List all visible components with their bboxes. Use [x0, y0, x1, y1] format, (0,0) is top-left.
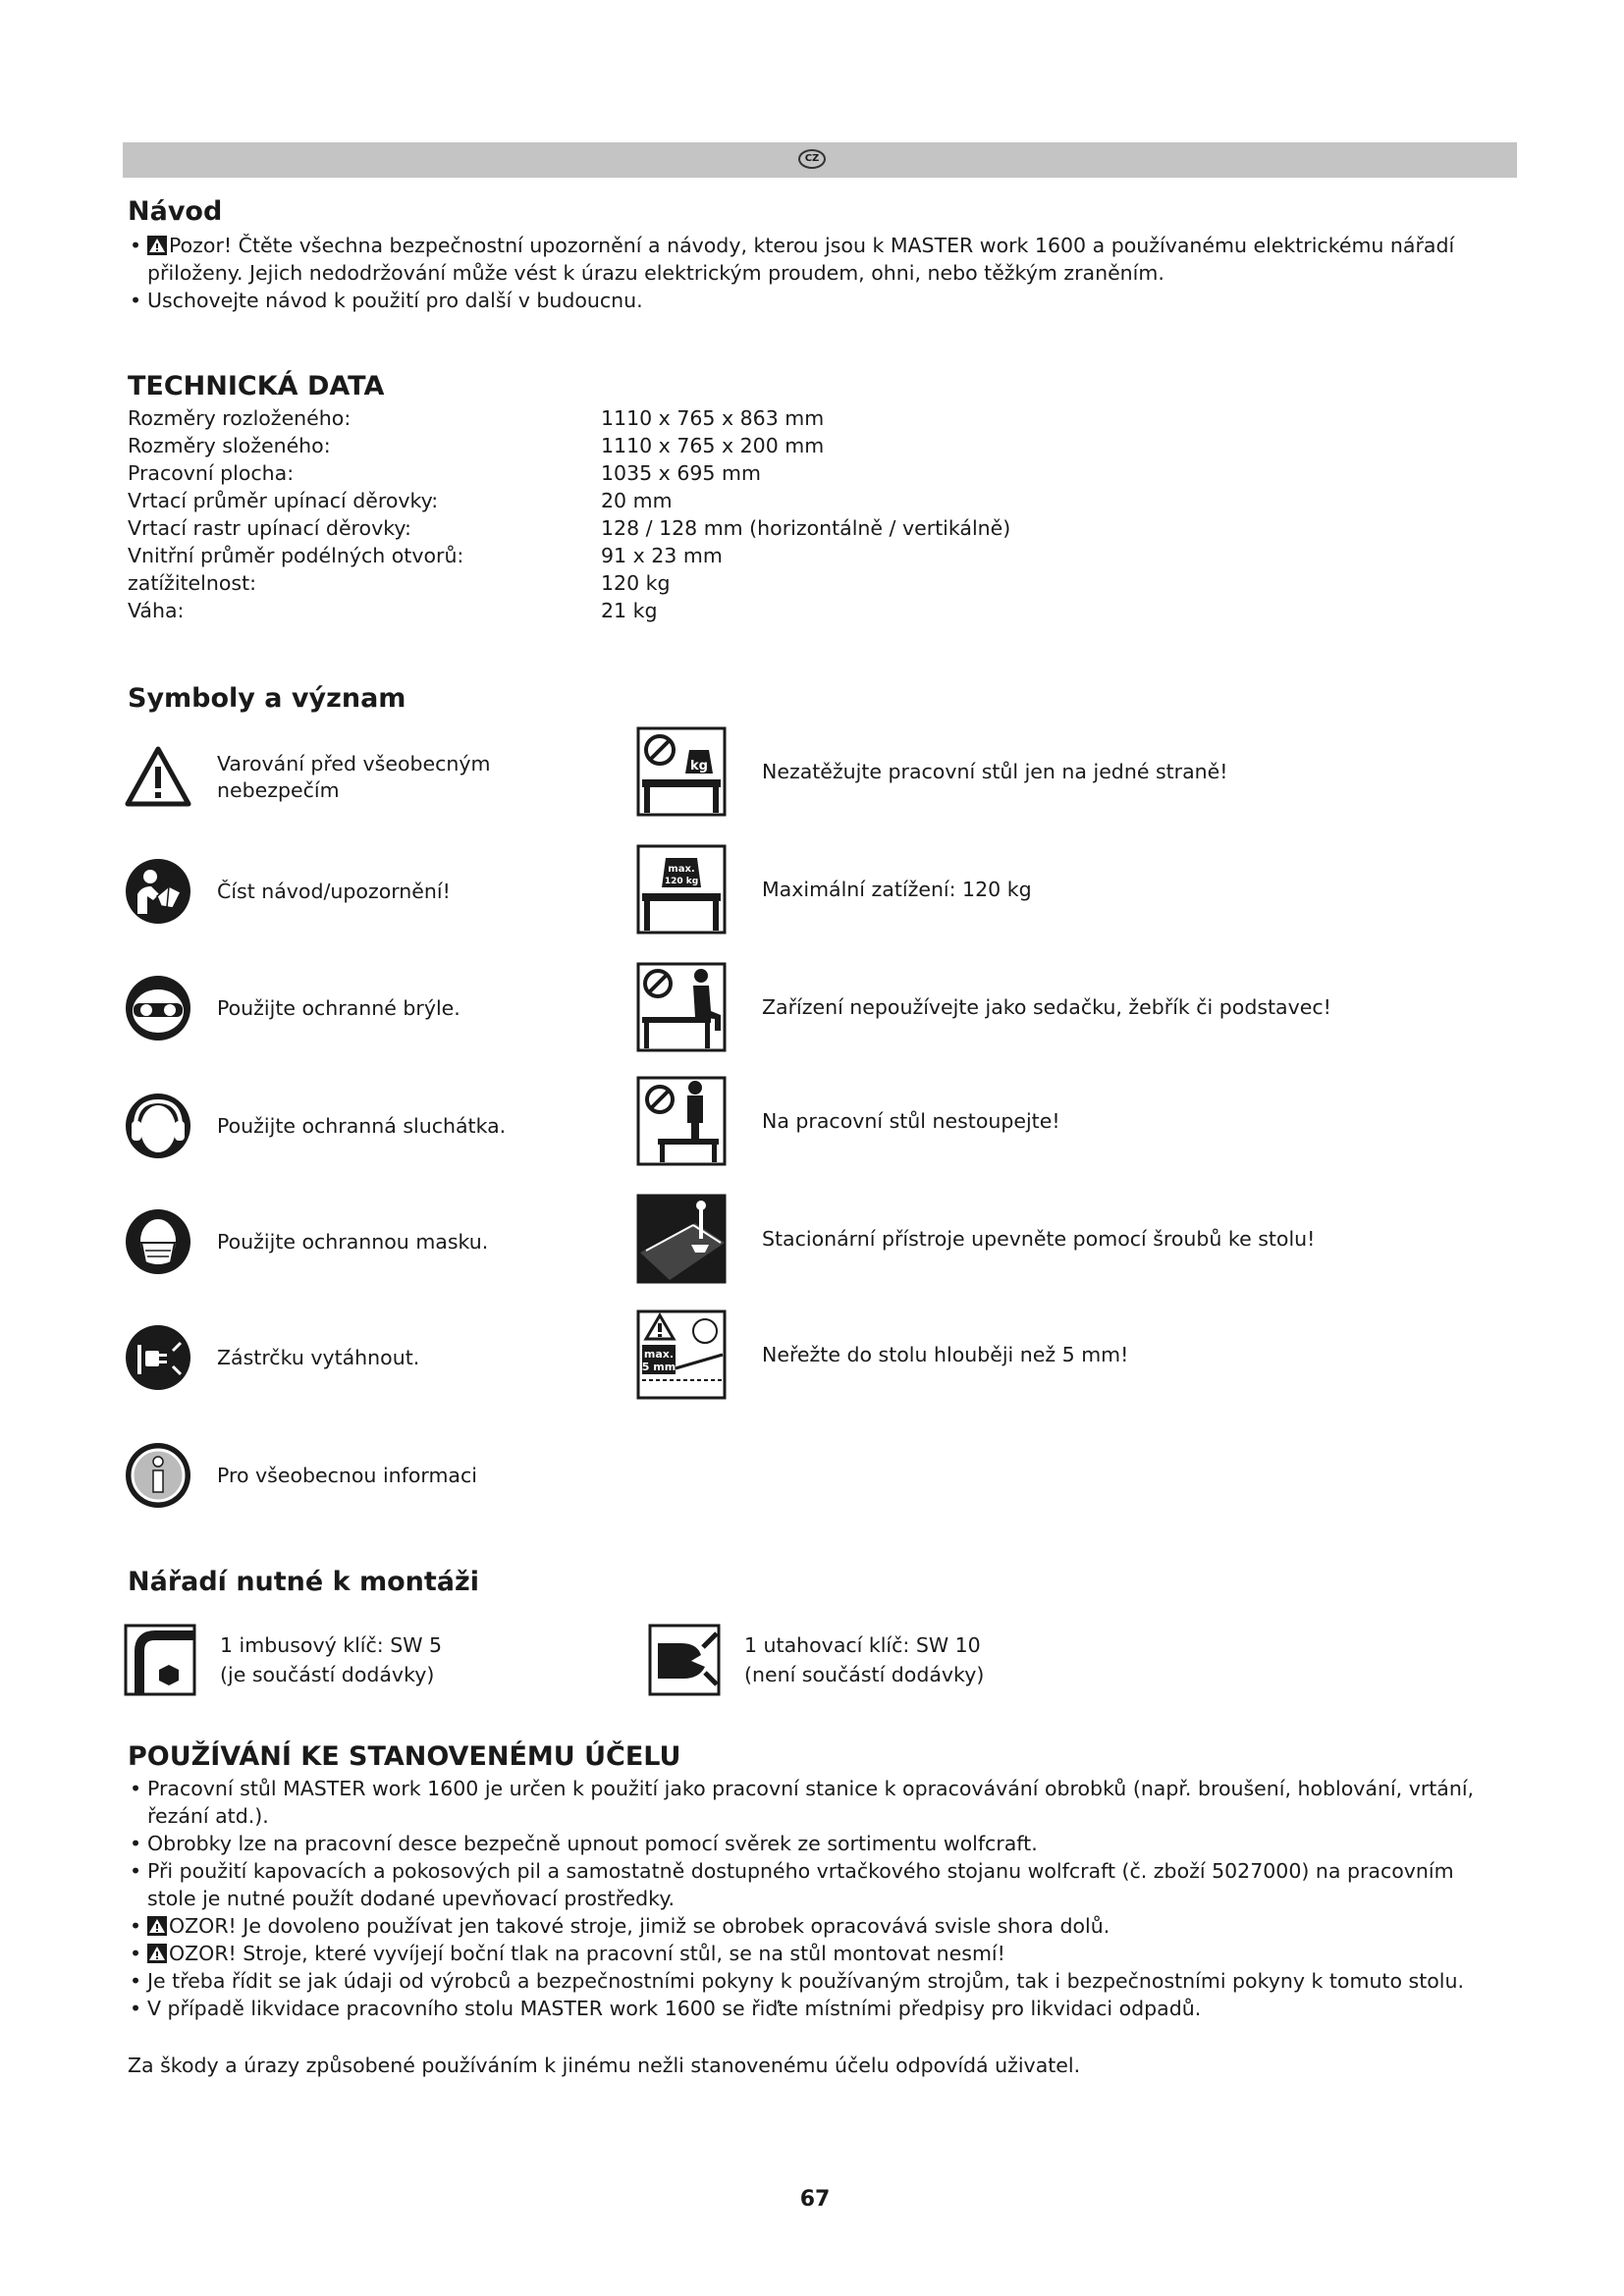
usage-bullet-text: Je třeba řídit se jak údaji od výrobců a bezpečnostními pokyny k používaným strojům, tak i bezpečnostními pokyny k tomuto stolu.: [147, 1969, 1464, 1993]
tech-value: 91 x 23 mm: [601, 544, 723, 567]
no-one-side-load-icon: [636, 726, 727, 817]
list-item: [128, 1912, 1502, 1940]
symbol-text: Nezatěžujte pracovní stůl jen na jedné straně!: [762, 759, 1228, 783]
dust-mask-icon: [124, 1207, 192, 1276]
wrench-icon: [648, 1624, 721, 1696]
symbol-text: nebezpečím: [217, 778, 340, 802]
tech-label: Váha:: [128, 599, 185, 622]
tech-label: Rozměry složeného:: [128, 434, 331, 457]
symbol-row: [636, 1076, 1060, 1166]
tech-label: Vrtací průměr upínací děrovky:: [128, 489, 439, 512]
tech-value: 21 kg: [601, 599, 658, 622]
usage-bullet-text: Pracovní stůl MASTER work 1600 je určen k použití jako pracovní stanice k opracovávání obrobků (např. broušení, hoblování, vrtání, řezání atd.).: [147, 1777, 1475, 1828]
symbol-row: [636, 726, 1227, 817]
warning-icon: [147, 236, 167, 255]
info-icon: [124, 1441, 192, 1510]
symbol-text: Neřežte do stolu hlouběji než 5 mm!: [762, 1342, 1129, 1366]
tool-item: [124, 1624, 442, 1696]
tech-value: 1110 x 765 x 200 mm: [601, 434, 825, 457]
tech-heading: TECHNICKÁ DATA: [128, 371, 385, 401]
allen-key-icon: [124, 1624, 196, 1696]
tech-value: 1035 x 695 mm: [601, 461, 761, 485]
load-label: 120 kg: [664, 877, 699, 886]
tool-text: (je součástí dodávky): [220, 1663, 435, 1686]
table-row: [128, 542, 1010, 569]
safety-goggles-icon: [124, 974, 192, 1042]
warning-icon: [147, 1916, 167, 1936]
tool-item: [648, 1624, 984, 1696]
symbol-row: [124, 857, 451, 926]
symbol-row: [124, 1323, 419, 1392]
symbol-row: [636, 1309, 1128, 1400]
list-item: [128, 1857, 1502, 1912]
symbol-row: [124, 743, 491, 812]
usage-bullet-text: V případě likvidace pracovního stolu MASTER work 1600 se řiďte místními předpisy pro likvidaci odpadů.: [147, 1997, 1202, 2020]
list-item: [128, 1940, 1502, 1967]
symbol-text: Použijte ochrannou masku.: [217, 1229, 489, 1254]
navod-bullet-text: Pozor! Čtěte všechna bezpečnostní upozornění a návody, kterou jsou k MASTER work 1600 a používanému elektrickému nářadí přiloženy. Jejich nedodržování může vést k úrazu elektrickým proudem, ohni, nebo těžkým zraněním.: [147, 234, 1455, 285]
symbol-text: Pro všeobecnou informaci: [217, 1463, 477, 1487]
tool-text: 1 imbusový klíč: SW 5: [220, 1633, 443, 1657]
page-number: 67: [799, 2187, 831, 2212]
usage-bullet-text: Obrobky lze na pracovní desce bezpečně upnout pomocí svěrek ze sortimentu wolfcraft.: [147, 1832, 1038, 1855]
navod-heading: Návod: [128, 196, 223, 227]
usage-bullets: [128, 1775, 1502, 2022]
max-label: max.: [643, 1348, 675, 1361]
kg-label: kg: [690, 759, 708, 774]
symbol-text: Stacionární přístroje upevněte pomocí šroubů ke stolu!: [762, 1226, 1316, 1251]
symbol-text: Zástrčku vytáhnout.: [217, 1345, 420, 1369]
tech-value: 20 mm: [601, 489, 673, 512]
tech-value: 128 / 128 mm (horizontálně / vertikálně): [601, 516, 1011, 540]
table-row: [128, 487, 1010, 514]
table-row: [128, 404, 1010, 432]
symbol-text: Maximální zatížení: 120 kg: [762, 877, 1032, 901]
symbol-row: [124, 974, 460, 1042]
ear-protection-icon: [124, 1092, 192, 1160]
symbol-row: [636, 1194, 1315, 1284]
usage-footer: Za škody a úrazy způsobené používáním k jinému nežli stanovenému účelu odpovídá uživatel.: [128, 2054, 1081, 2077]
general-warning-icon: [124, 743, 192, 812]
list-item: [128, 1995, 1502, 2022]
no-sitting-icon: [636, 962, 727, 1052]
navod-bullets: [128, 232, 1502, 314]
symbol-text: Varování před všeobecným: [217, 752, 491, 775]
symbol-text: Použijte ochranná sluchátka.: [217, 1113, 507, 1138]
max-load-icon: [636, 844, 727, 934]
list-item: [128, 1775, 1502, 1830]
tech-label: Pracovní plocha:: [128, 461, 295, 485]
tech-label: Vrtací rastr upínací děrovky:: [128, 516, 411, 540]
list-item: [128, 232, 1502, 287]
usage-bullet-text: Při použití kapovacích a pokosových pil a samostatně dostupného vrtačkového stojanu wolfcraft (č. zboží 5027000) na pracovním stole je nutné použít dodané upevňovací prostředky.: [147, 1859, 1454, 1910]
table-row: [128, 432, 1010, 459]
symbol-row: [124, 1207, 488, 1276]
table-row: [128, 597, 1010, 624]
max-cut-depth-icon: [636, 1309, 727, 1400]
tech-label: Vnitřní průměr podélných otvorů:: [128, 544, 464, 567]
max-label: max.: [668, 864, 695, 875]
table-row: [128, 569, 1010, 597]
tech-value: 1110 x 765 x 863 mm: [601, 406, 825, 430]
usage-bullet-text: OZOR! Stroje, které vyvíjejí boční tlak na pracovní stůl, se na stůl montovat nesmí!: [169, 1942, 1005, 1965]
list-item: [128, 1967, 1502, 1995]
tool-text: (není součástí dodávky): [744, 1663, 985, 1686]
depth-label: 5 mm: [641, 1361, 677, 1373]
symbol-row: [124, 1092, 506, 1160]
list-item: [128, 287, 1502, 314]
symbol-row: [124, 1441, 477, 1510]
symbol-text: Použijte ochranné brýle.: [217, 995, 460, 1020]
symbol-row: [636, 962, 1331, 1052]
screw-fix-icon: [636, 1194, 727, 1284]
symbols-heading: Symboly a význam: [128, 683, 406, 714]
symbol-text: Zařízení nepoužívejte jako sedačku, žebřík či podstavec!: [762, 994, 1331, 1019]
usage-bullet-text: OZOR! Je dovoleno používat jen takové stroje, jimiž se obrobek opracovává svisle shora dolů.: [169, 1914, 1110, 1938]
no-standing-icon: [636, 1076, 727, 1166]
tech-label: Rozměry rozloženého:: [128, 406, 352, 430]
warning-icon: [147, 1944, 167, 1963]
symbol-text: Na pracovní stůl nestoupejte!: [762, 1108, 1060, 1133]
usage-heading: POUŽÍVÁNÍ KE STANOVENÉMU ÚČELU: [128, 1741, 681, 1772]
tech-label: zatížitelnost:: [128, 571, 257, 595]
table-row: [128, 459, 1010, 487]
tools-heading: Nářadí nutné k montáži: [128, 1567, 479, 1597]
unplug-icon: [124, 1323, 192, 1392]
list-item: [128, 1830, 1502, 1857]
tech-value: 120 kg: [601, 571, 671, 595]
table-row: [128, 514, 1010, 542]
tool-text: 1 utahovací klíč: SW 10: [744, 1633, 981, 1657]
language-badge: CZ: [798, 149, 826, 169]
symbol-row: [636, 844, 1032, 934]
read-manual-icon: [124, 857, 192, 926]
navod-bullet-text: Uschovejte návod k použití pro další v budoucnu.: [147, 289, 643, 312]
tech-table: [128, 404, 1010, 624]
symbol-text: Číst návod/upozornění!: [217, 879, 451, 903]
